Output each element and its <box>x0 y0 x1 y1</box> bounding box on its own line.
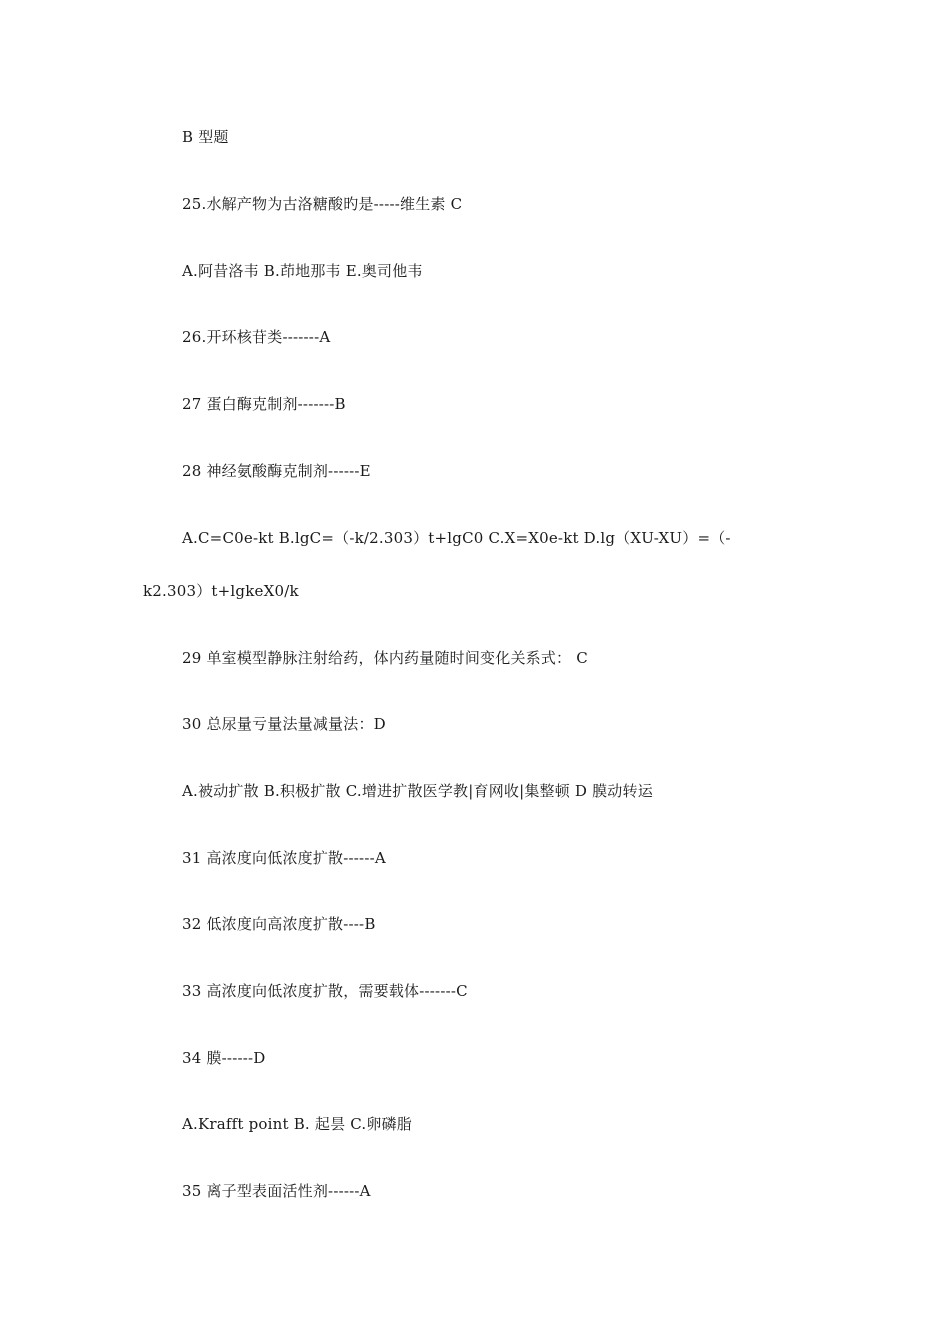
question-line: 35 离子型表面活性剂------A <box>182 1182 371 1200</box>
question-line: 29 单室模型静脉注射给药，体内药量随时间变化关系式： C <box>182 649 588 667</box>
question-line: 32 低浓度向高浓度扩散----B <box>182 915 376 933</box>
options-line: A.被动扩散 B.积极扩散 C.增进扩散医学教|育网收|集整顿 D 膜动转运 <box>182 782 653 800</box>
question-line: 28 神经氨酸酶克制剂------E <box>182 462 371 480</box>
question-line: 31 高浓度向低浓度扩散------A <box>182 849 386 867</box>
options-line-continued: k2.303）t+lgkeX0/k <box>143 582 299 600</box>
question-line: 26.开环核苷类-------A <box>182 328 331 346</box>
question-line: 25.水解产物为古洛糖酸旳是-----维生素 C <box>182 195 463 213</box>
options-line: A.Krafft point B. 起昙 C.卵磷脂 <box>182 1115 412 1133</box>
options-line: A.阿昔洛韦 B.茚地那韦 E.奥司他韦 <box>182 262 423 280</box>
question-line: 34 膜------D <box>182 1049 266 1067</box>
question-line: 33 高浓度向低浓度扩散，需要载体-------C <box>182 982 468 1000</box>
question-line: 30 总尿量亏量法量减量法：D <box>182 715 386 733</box>
section-heading: B 型题 <box>182 128 229 146</box>
options-line: A.C=C0e-kt B.lgC=（-k/2.303）t+lgC0 C.X=X0e-kt D.lg（XU-XU）=（- <box>182 529 731 547</box>
question-line: 27 蛋白酶克制剂-------B <box>182 395 346 413</box>
